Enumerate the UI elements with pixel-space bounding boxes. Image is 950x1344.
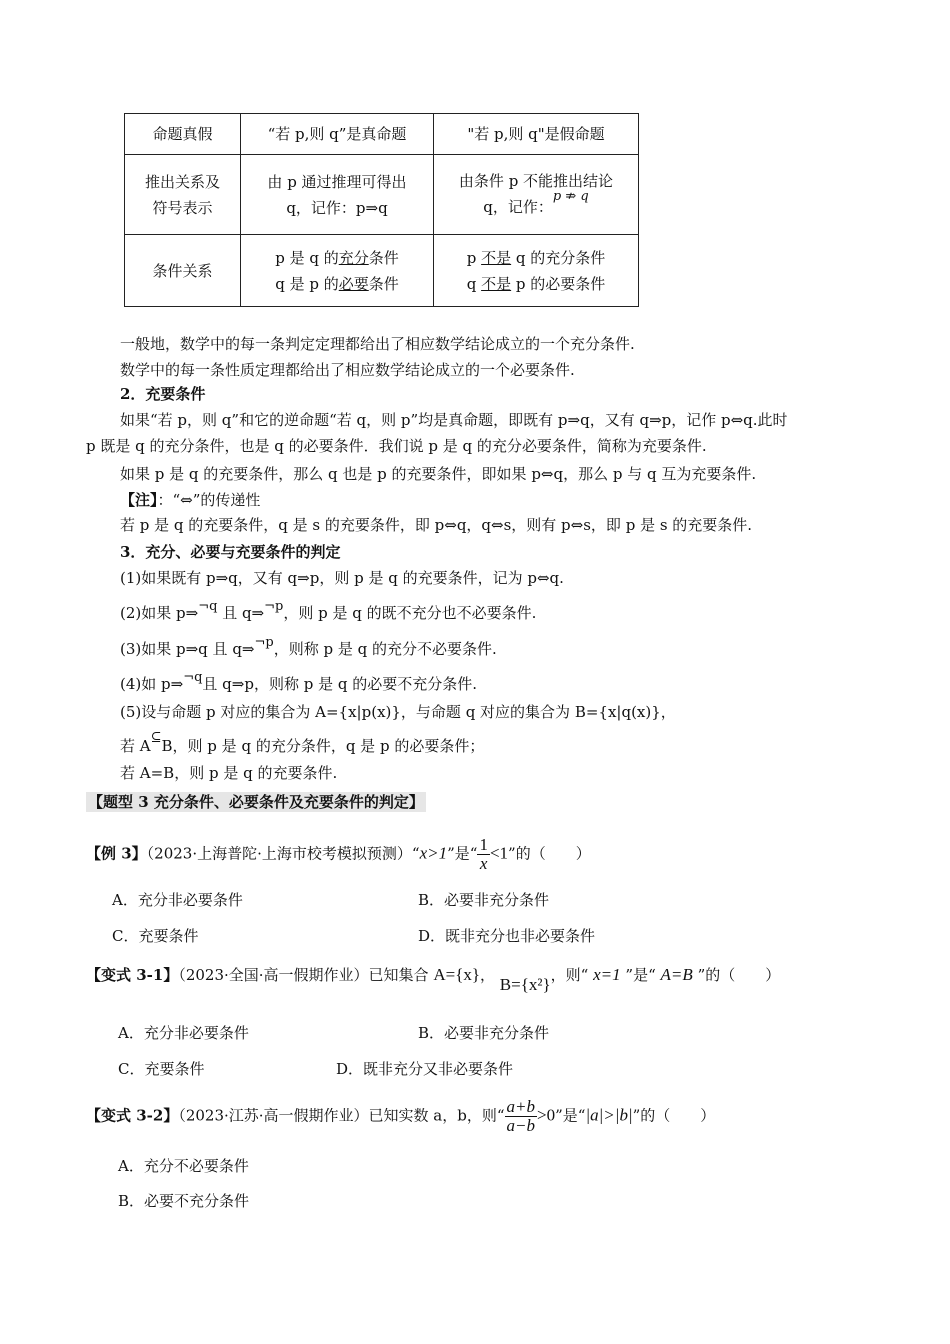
not-implies-symbol: p ⇏ q [552, 188, 589, 204]
variant-3-2: 【变式 3-2】（2023·江苏·高一假期作业）已知实数 a，b，则“ $\frac{a+b}{a-b}$ >0”是“|a|>|b|”的（ ） [86, 1097, 716, 1135]
list-item: (1)如果既有 p⇒q，又有 q⇒p，则 p 是 q 的充要条件，记为 p⇔q. [120, 569, 564, 587]
fraction: $\frac{a+b}{a-b}$ [506, 1097, 536, 1135]
table-cell: p 不是 q 的充分条件 q 不是 p 的必要条件 [434, 235, 639, 307]
paragraph: p 既是 q 的充分条件，也是 q 的必要条件．我们说 p 是 q 的充分必要条件，简称为充要条件. [86, 437, 707, 455]
subset-symbol: ⊆ [150, 730, 162, 745]
heading: 2．充要条件 [120, 385, 206, 403]
paragraph: 如果“若 p，则 q”和它的逆命题“若 q，则 p”均是真命题，即既有 p⇒q，又有 q⇒p，记作 p⇔q.此时 [120, 411, 788, 429]
paragraph: 数学中的每一条性质定理都给出了相应数学结论成立的一个必要条件. [120, 361, 575, 379]
table-cell: "若 p,则 q"是假命题 [434, 114, 639, 155]
option-c: C．充要条件 [118, 1060, 205, 1078]
table-cell: “若 p,则 q”是真命题 [241, 114, 434, 155]
heading: 3．充分、必要与充要条件的判定 [120, 543, 341, 561]
table-cell: 命题真假 [125, 114, 241, 155]
option-a: A．充分非必要条件 [118, 1024, 249, 1042]
paragraph: 一般地，数学中的每一条判定定理都给出了相应数学结论成立的一个充分条件. [120, 335, 635, 353]
paragraph: 若 p 是 q 的充要条件，q 是 s 的充要条件，即 p⇔q，q⇔s，则有 p⇔s，即 p 是 s 的充要条件. [120, 516, 753, 534]
option-d: D．既非充分也非必要条件 [418, 927, 596, 945]
option-b: B．必要非充分条件 [418, 1024, 550, 1042]
list-item: (4)如 p⇒¬q且 q⇒p，则称 p 是 q 的必要不充分条件. [120, 670, 477, 693]
list-item: (2)如果 p⇒¬q 且 q⇒¬p，则 p 是 q 的既不充分也不必要条件. [120, 599, 537, 622]
list-item: 若 A=B，则 p 是 q 的充要条件. [120, 764, 338, 782]
table-cell: p 是 q 的充分条件 q 是 p 的必要条件 [241, 235, 434, 307]
note: 【注】：“⇔”的传递性 [120, 491, 261, 509]
option-a: A．充分不必要条件 [118, 1157, 249, 1175]
paragraph: 如果 p 是 q 的充要条件，那么 q 也是 p 的充要条件，即如果 p⇔q，那么 p 与 q 互为充要条件. [120, 465, 757, 483]
fraction: $\frac{1}{x}$ [479, 835, 488, 873]
variant-3-1: 【变式 3-1】（2023·全国·高一假期作业）已知集合 A={x}， B={x²}，则“ x=1 ”是“ A=B ”的（ ） [86, 965, 781, 994]
conditions-table [124, 113, 639, 307]
list-item: (3)如果 p⇒q 且 q⇒¬p，则称 p 是 q 的充分不必要条件. [120, 635, 497, 658]
option-a: A．充分非必要条件 [112, 891, 243, 909]
table-cell: 推出关系及 符号表示 [125, 155, 241, 235]
example-3: 【例 3】（2023·上海普陀·上海市校考模拟预测）“x>1”是“ $\frac{1}{x}$ <1”的（ ） [86, 835, 591, 873]
table-cell: 由 p 通过推理可得出 q，记作：p⇒q [241, 155, 434, 235]
table-cell: 条件关系 [125, 235, 241, 307]
list-item: (5)设与命题 p 对应的集合为 A={x|p(x)}，与命题 q 对应的集合为 B={x|q(x)}， [120, 703, 676, 721]
table-cell: 由条件 p 不能推出结论 q，记作：p ⇏ q [434, 155, 639, 235]
option-b: B．必要非充分条件 [418, 891, 550, 909]
option-c: C．充要条件 [112, 927, 199, 945]
list-item: 若 A⊆B，则 p 是 q 的充分条件，q 是 p 的必要条件； [120, 730, 485, 755]
option-b: B．必要不充分条件 [118, 1192, 250, 1210]
option-d: D．既非充分又非必要条件 [336, 1060, 514, 1078]
section-heading: 【题型 3 充分条件、必要条件及充要条件的判定】 [88, 793, 424, 811]
